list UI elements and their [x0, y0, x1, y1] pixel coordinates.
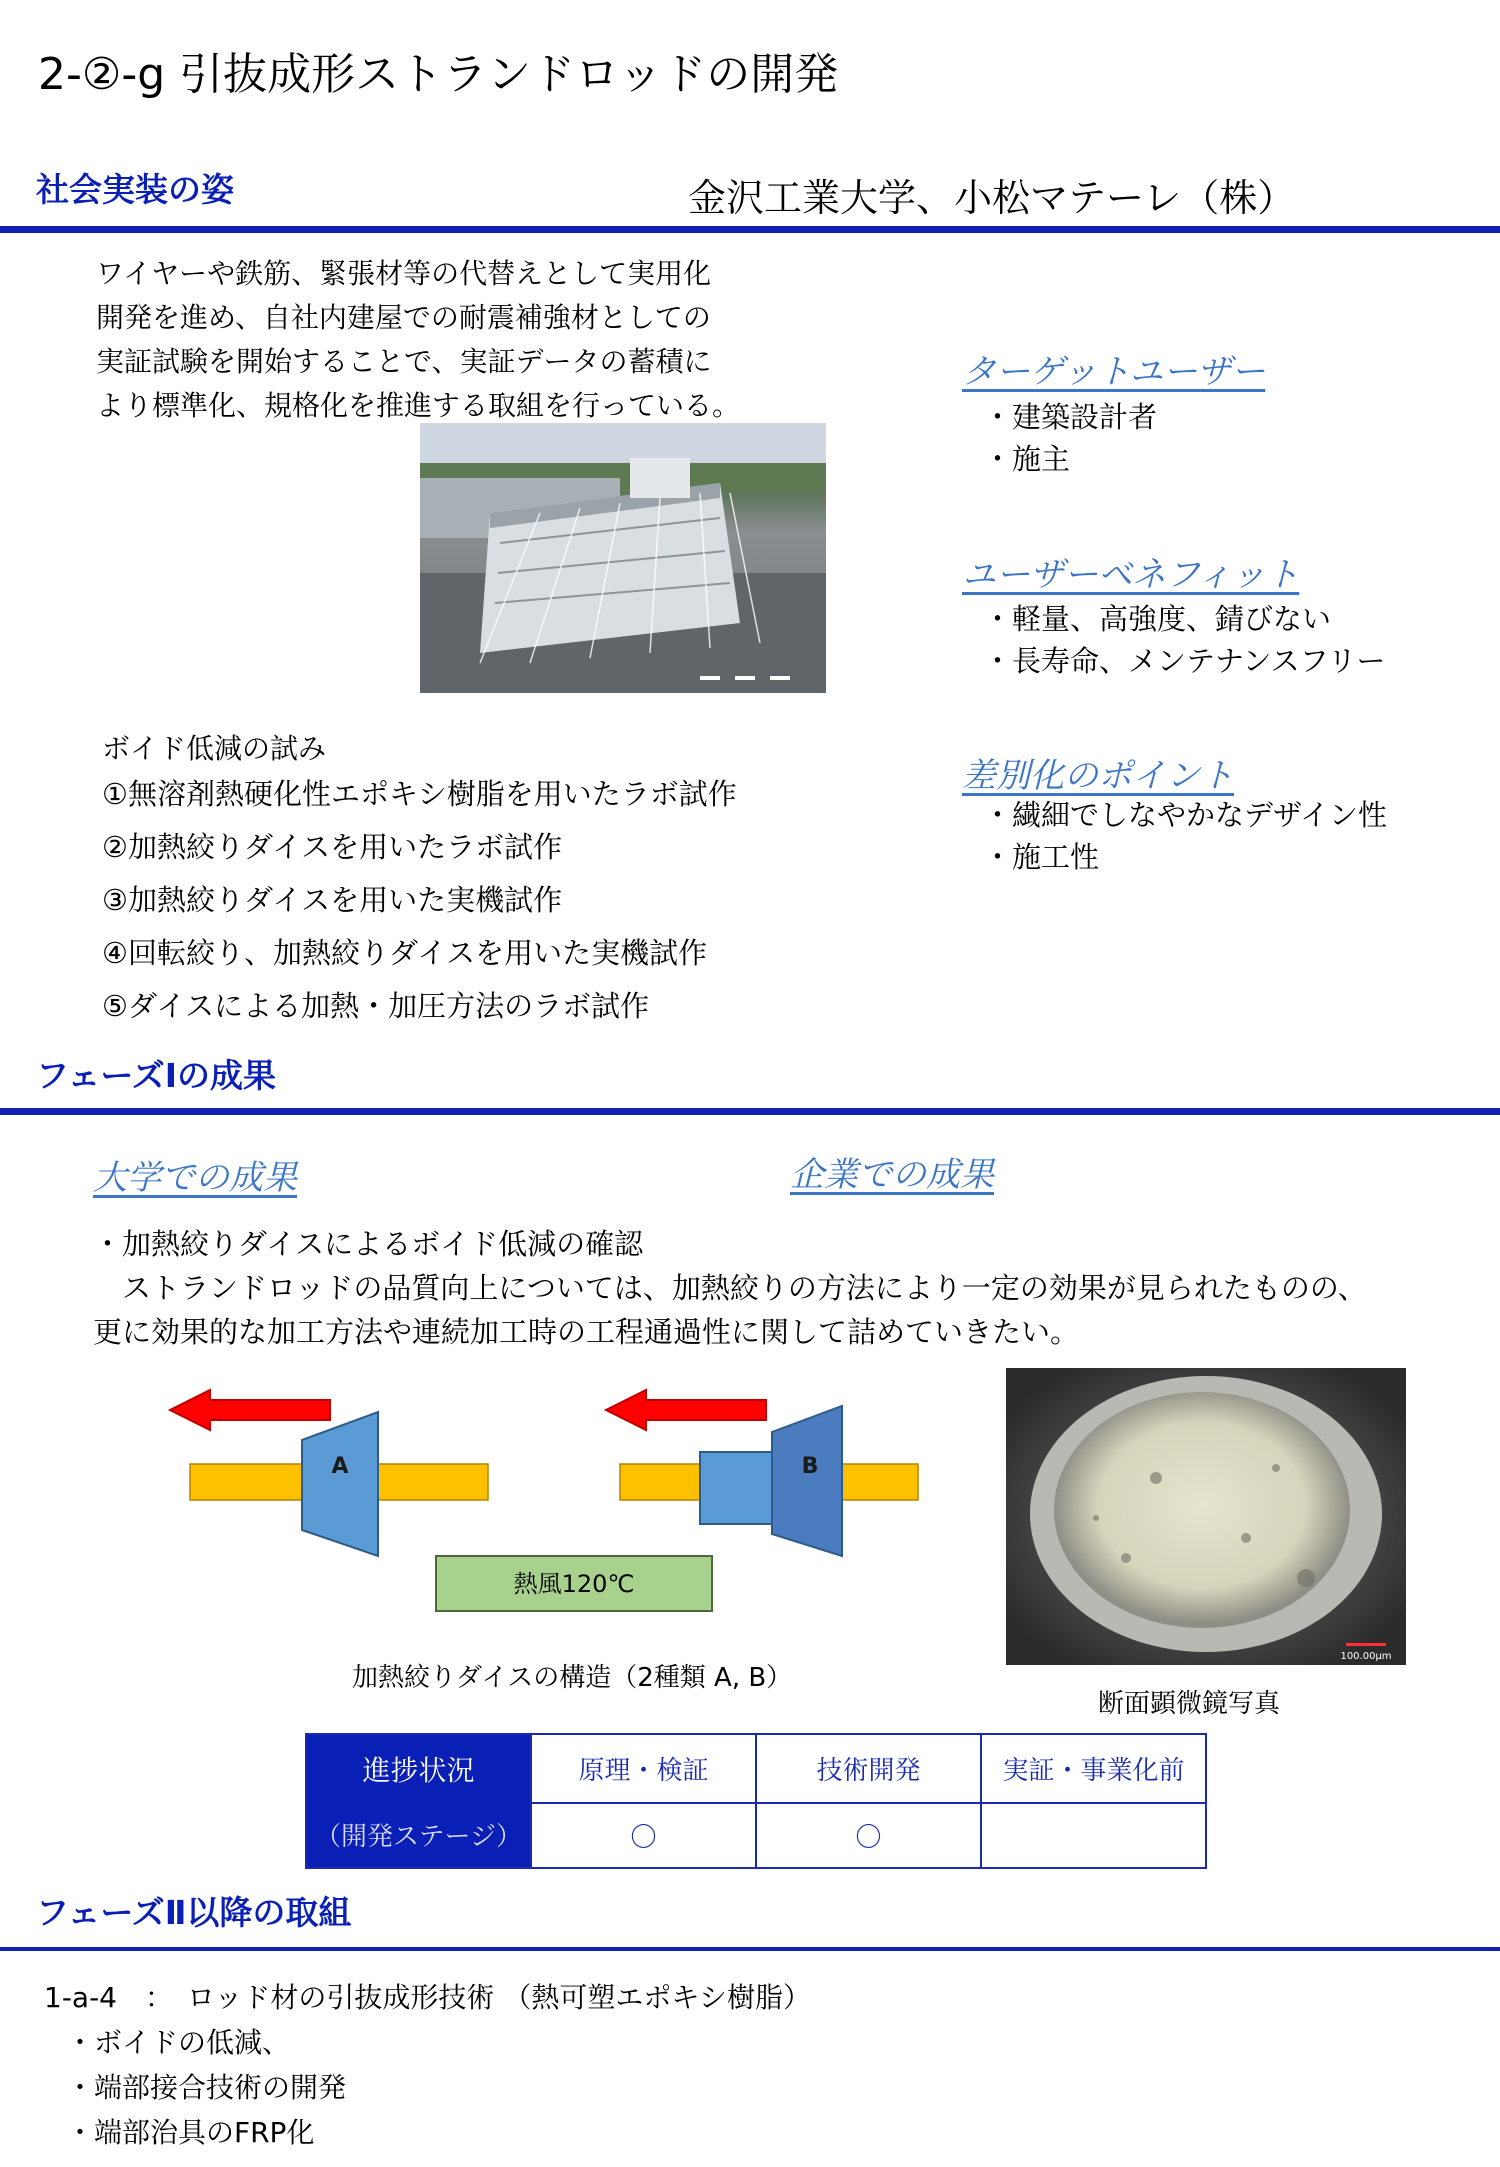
phase2-line: ・端部治具のFRP化: [66, 2116, 315, 2149]
phase2-list: [44, 1975, 811, 2155]
die-diagram-caption: 加熱絞りダイスの構造（2種類 A, B）: [352, 1663, 793, 1693]
user-benefit-heading: ユーザーベネフィット: [962, 555, 1300, 595]
microscope-photo: [1006, 1368, 1406, 1665]
die-structure-diagram: [150, 1370, 940, 1630]
user-benefit-list: [983, 598, 1386, 682]
phase2-line: ・ボイドの低減、: [66, 2026, 291, 2059]
company-results-heading: 企業での成果: [790, 1155, 994, 1195]
description-line: より標準化、規格化を推進する取組を行っている。: [96, 389, 741, 422]
stage-column-technology: 技術開発: [756, 1734, 981, 1803]
organizations: 金沢工業大学、小松マテーレ（株）: [688, 176, 1296, 220]
scale-label: 100.00μm: [1340, 1651, 1392, 1662]
results-line: 更に効果的な加工方法や連続加工時の工程通過性に関して詰めていきたい。: [93, 1315, 1080, 1349]
differentiation-list: [983, 794, 1387, 878]
trial-item: ③加熱絞りダイスを用いた実機試作: [102, 883, 563, 917]
results-line: ストランドロッドの品質向上については、加熱絞りの方法により一定の効果が見られたものの、: [93, 1271, 1367, 1305]
progress-stage-sub: （開発ステージ）: [306, 1803, 531, 1868]
description-line: 開発を進め、自社内建屋での耐震補強材としての: [96, 301, 711, 334]
microscope-illustration: [1006, 1368, 1406, 1665]
building-photo: [420, 423, 826, 693]
trial-item: ⑤ダイスによる加熱・加圧方法のラボ試作: [102, 989, 650, 1023]
section-rule-2: [0, 1108, 1500, 1115]
die-b: [772, 1406, 842, 1556]
die-b-heater: [700, 1452, 772, 1524]
target-users-list: [983, 396, 1157, 480]
phase2-line: ・端部接合技術の開発: [66, 2071, 347, 2104]
stage-mark-demonstration: [981, 1803, 1206, 1868]
list-item: ・繊細でしなやかなデザイン性: [983, 798, 1387, 832]
building-illustration: [420, 423, 826, 693]
section-rule-3: [0, 1947, 1500, 1951]
arrow-left-icon: [170, 1390, 330, 1430]
results-line: ・加熱絞りダイスによるボイド低減の確認: [93, 1227, 644, 1261]
university-results-heading: 大学での成果: [93, 1158, 297, 1198]
list-item: ・施主: [983, 442, 1071, 476]
void-trials-heading: ボイド低減の試み: [102, 732, 327, 765]
section-heading-phase2-onward: フェーズⅡ以降の取組: [36, 1893, 352, 1932]
description-paragraph: [96, 252, 740, 428]
list-item: ・建築設計者: [983, 400, 1158, 434]
phase2-line: 1-a-4 ： ロッド材の引抜成形技術 （熱可塑エポキシ樹脂）: [44, 1981, 812, 2014]
section-heading-social-implementation: 社会実装の姿: [36, 170, 234, 209]
progress-table: [305, 1733, 1207, 1869]
trial-item: ④回転絞り、加熱絞りダイスを用いた実機試作: [102, 936, 708, 970]
section-heading-phase1-results: フェーズⅠの成果: [36, 1056, 276, 1095]
list-item: ・長寿命、メンテナンスフリー: [983, 644, 1386, 678]
die-a: [302, 1412, 378, 1556]
differentiation-heading: 差別化のポイント: [962, 756, 1234, 796]
trial-item: ①無溶剤熱硬化性エポキシ樹脂を用いたラボ試作: [102, 777, 737, 811]
page-title: 2-②-g 引抜成形ストランドロッドの開発: [38, 49, 839, 100]
stage-column-principle: 原理・検証: [531, 1734, 756, 1803]
list-item: ・施工性: [983, 840, 1100, 874]
stage-column-demonstration: 実証・事業化前: [981, 1734, 1206, 1803]
trial-item: ②加熱絞りダイスを用いたラボ試作: [102, 830, 563, 864]
stage-mark-principle: 〇: [531, 1803, 756, 1868]
target-users-heading: ターゲットユーザー: [962, 352, 1266, 392]
microscope-caption: 断面顕微鏡写真: [1098, 1689, 1281, 1719]
die-a-label: A: [331, 1454, 349, 1479]
stage-mark-technology: 〇: [756, 1803, 981, 1868]
description-line: ワイヤーや鉄筋、緊張材等の代替えとして実用化: [96, 257, 712, 290]
list-item: ・軽量、高強度、錆びない: [983, 602, 1332, 636]
die-b-label: B: [801, 1454, 819, 1479]
description-line: 実証試験を開始することで、実証データの蓄積に: [96, 345, 712, 378]
arrow-left-icon: [606, 1390, 766, 1430]
void-trials-list: [102, 768, 737, 1033]
results-text: [93, 1222, 1367, 1354]
progress-stage-label: 進捗状況: [306, 1734, 531, 1803]
hot-air-label: 熱風120℃: [513, 1570, 635, 1598]
section-rule-1: [0, 226, 1500, 233]
